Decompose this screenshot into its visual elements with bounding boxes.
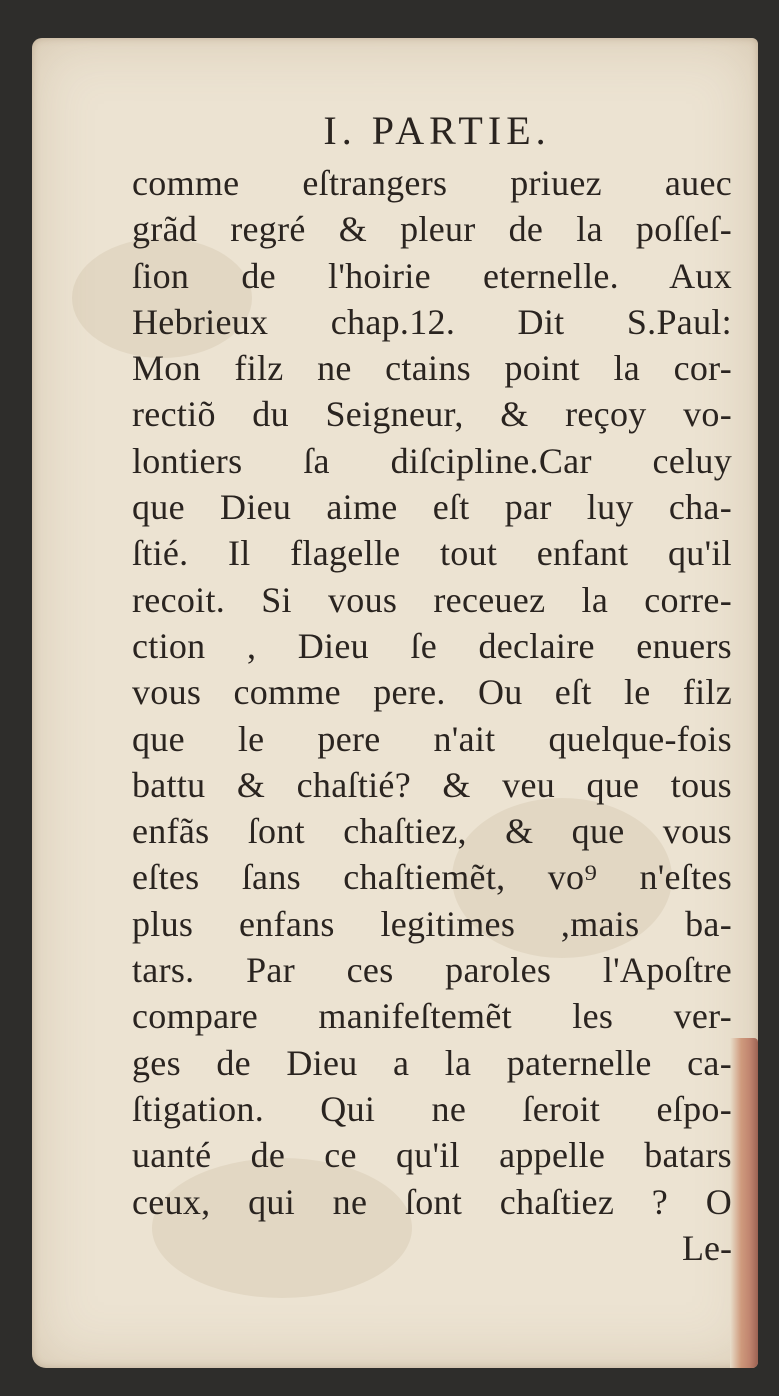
page-edge	[730, 1038, 758, 1368]
text-line: ges de Dieu a la paternelle ca-	[132, 1042, 732, 1083]
text-line: ſtié. Il flagelle tout enfant qu'il	[132, 533, 732, 574]
text-line: ſion de l'hoirie eternelle. Aux	[132, 255, 732, 296]
text-line: enfãs ſont chaſtiez, & que vous	[132, 811, 732, 852]
text-line: eſtes ſans chaſtiemẽt, vo⁹ n'eſtes	[132, 857, 732, 898]
text-line: tars. Par ces paroles l'Apoſtre	[132, 950, 732, 991]
text-line: uanté de ce qu'il appelle batars	[132, 1135, 732, 1176]
text-line: battu & chaſtié? & veu que tous	[132, 764, 732, 805]
text-line: vous comme pere. Ou eſt le filz	[132, 672, 732, 713]
text-line: rectiõ du Seigneur, & reçoy vo-	[132, 394, 732, 435]
text-line: que Dieu aime eſt par luy cha-	[132, 487, 732, 528]
text-line: plus enfans legitimes ,mais ba-	[132, 903, 732, 944]
text-line: Mon filz ne ctains point la cor-	[132, 348, 732, 389]
text-line: comme eſtrangers priuez auec	[132, 163, 732, 203]
book-page	[32, 38, 758, 1368]
catchword: Le-	[682, 1227, 732, 1268]
text-line: que le pere n'ait quelque-fois	[132, 718, 732, 759]
text-line: grãd regré & pleur de la poſſeſ-	[132, 209, 732, 250]
text-line: recoit. Si vous receuez la corre-	[132, 579, 732, 620]
text-line: compare manifeſtemẽt les ver-	[132, 996, 732, 1037]
text-line: lontiers ſa diſcipline.Car celuy	[132, 440, 732, 481]
text-block	[132, 106, 732, 1271]
text-line: ſtigation. Qui ne ſeroit eſpo-	[132, 1088, 732, 1129]
text-line: ction , Dieu ſe declaire enuers	[132, 625, 732, 666]
text-line: ceux, qui ne ſont chaſtiez ? O	[132, 1181, 732, 1222]
text-line: Hebrieux chap.12. Dit S.Paul:	[132, 301, 732, 342]
running-head: I. PARTIE.	[323, 108, 551, 153]
